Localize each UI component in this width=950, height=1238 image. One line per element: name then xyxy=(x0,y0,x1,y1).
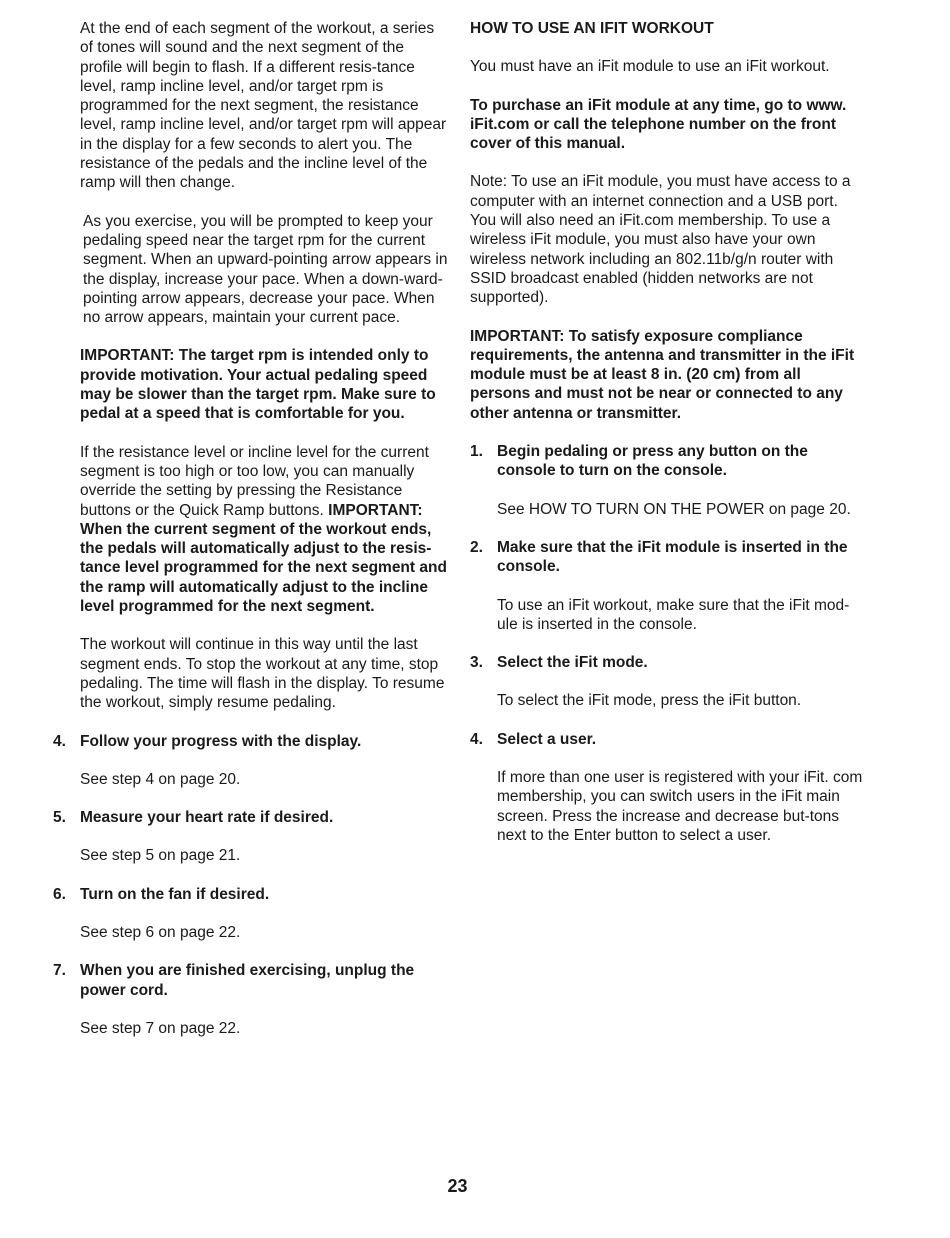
step-item xyxy=(53,808,448,866)
step-title: Select the iFit mode. xyxy=(497,654,648,672)
step-body: See step 7 on page 22. xyxy=(80,1019,241,1037)
step-title: When you are finished exercising, unplug the power cord. xyxy=(80,962,415,999)
step-item xyxy=(470,653,865,711)
step-body: To use an iFit workout, make sure that the iFit mod-ule is inserted in the console. xyxy=(497,596,850,633)
step-title: Turn on the fan if desired. xyxy=(80,885,270,903)
step-item xyxy=(470,730,865,845)
left-column xyxy=(53,19,448,1038)
right-column xyxy=(470,19,865,845)
paragraph-continue: The workout will continue in this way until the last segment ends. To stop the workout at any time, stop pedaling. The time will flash in the display. To resume the workout, simply resume pedaling. xyxy=(80,636,445,712)
step-body: If more than one user is registered with your iFit. com membership, you can switch users in the iFit main screen. Press the increase and decrease but-tons next to the Enter button to select a user. xyxy=(497,769,863,844)
step-number: 3. xyxy=(470,654,483,672)
paragraph-purchase: To purchase an iFit module at any time, go to www. iFit.com or call the telephone number on the front cover of this manual. xyxy=(470,96,847,153)
step-title: Select a user. xyxy=(497,730,597,748)
step-number: 1. xyxy=(470,443,483,461)
step-title: Measure your heart rate if desired. xyxy=(80,809,334,827)
important-exposure: IMPORTANT: To satisfy exposure compliance requirements, the antenna and transmitter in the iFit module must be at least 8 in. (20 cm) from all persons and must not be near or connected to any other antenna or transmitter. xyxy=(470,327,855,422)
paragraph-override xyxy=(80,443,448,617)
step-title: Follow your progress with the display. xyxy=(80,732,362,750)
step-body: See HOW TO TURN ON THE POWER on page 20. xyxy=(497,500,851,518)
step-title: Begin pedaling or press any button on the console to turn on the console. xyxy=(497,443,808,480)
paragraph-note: Note: To use an iFit module, you must have access to a computer with an internet connection and a USB port. You will also need an iFit.com membership. To use a wireless iFit module, you must also have your own wireless network including an 802.11b/g/n router with SSID broadcast enabled (hidden networks are not supported). xyxy=(470,173,851,307)
step-number: 2. xyxy=(470,538,483,556)
paragraph-segment-change: At the end of each segment of the workout, a series of tones will sound and the next segment of the profile will begin to flash. If a different resis-tance level, ramp incline level, and/or target rpm is programmed for the next segment, the resistance level, ramp incline level, and/or target rpm will appear in the display for a few seconds to alert you. The resistance of the pedals and the incline level of the ramp will then change. xyxy=(80,20,447,192)
step-number: 4. xyxy=(53,732,66,750)
step-item xyxy=(53,961,448,1038)
paragraph-module-required: You must have an iFit module to use an iFit workout. xyxy=(470,58,830,76)
step-item xyxy=(470,538,865,634)
paragraph-target-rpm: As you exercise, you will be prompted to keep your pedaling speed near the target rpm for the current segment. When an upward-pointing arrow appears in the display, increase your pace. When a down-ward-pointing arrow appears, decrease your pace. When no arrow appears, maintain your current pace. xyxy=(83,212,448,327)
step-number: 7. xyxy=(53,962,66,980)
section-heading: HOW TO USE AN IFIT WORKOUT xyxy=(470,20,714,37)
override-important: IMPORTANT: When the current segment of the workout ends, the pedals will automatically adjust to the resis-tance level programmed for the next segment and the ramp will automatically adjust to the incline level programmed for the next segment. xyxy=(80,501,447,616)
step-item xyxy=(53,885,448,943)
step-item xyxy=(53,732,448,790)
step-number: 5. xyxy=(53,809,66,827)
page-number: 23 xyxy=(447,1176,468,1196)
step-body: See step 5 on page 21. xyxy=(80,847,241,865)
step-number: 6. xyxy=(53,885,66,903)
step-body: To select the iFit mode, press the iFit button. xyxy=(497,692,802,710)
step-number: 4. xyxy=(470,730,483,748)
step-item xyxy=(470,442,865,519)
important-target-rpm: IMPORTANT: The target rpm is intended only to provide motivation. Your actual pedaling speed may be slower than the target rpm. Make sure to pedal at a speed that is comfortable for you. xyxy=(80,347,436,423)
step-body: See step 6 on page 22. xyxy=(80,923,241,941)
override-text: If the resistance level or incline level for the current segment is too high or too low, you can manually override the setting by pressing the Resistance buttons or the Quick Ramp buttons. xyxy=(80,443,429,519)
step-body: See step 4 on page 20. xyxy=(80,770,241,788)
step-title: Make sure that the iFit module is inserted in the console. xyxy=(497,538,848,576)
